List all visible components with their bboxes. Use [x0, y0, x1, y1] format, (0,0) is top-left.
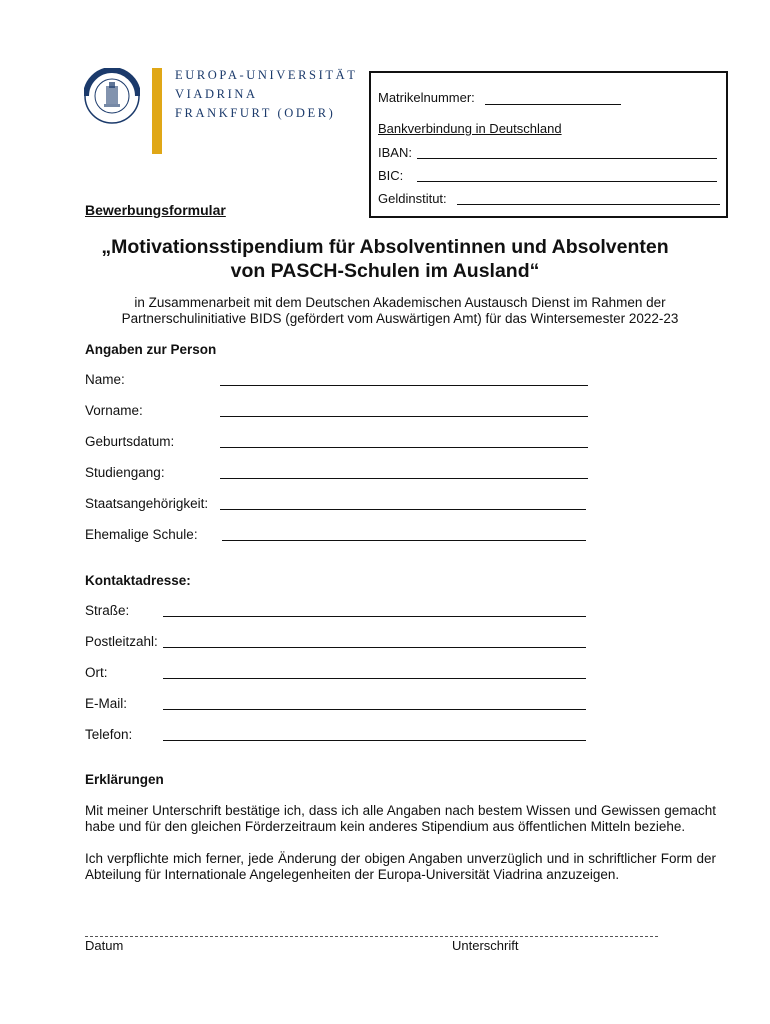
telefon-label: Telefon: [85, 727, 133, 742]
declaration-paragraph-1: Mit meiner Unterschrift bestätige ich, dass ich alle Angaben nach bestem Wissen und Gewissen gemacht habe und für den gleichen Förderzeitraum kein anderes Stipendium aus öffentlichen Mitteln beziehe. [85, 803, 716, 834]
iban-label: IBAN: [378, 145, 412, 160]
main-title-line-2: von PASCH-Schulen im Ausland“ [230, 260, 540, 282]
vorname-label: Vorname: [85, 403, 143, 418]
contact-heading: Kontaktadresse: [85, 573, 191, 588]
vorname-field[interactable] [220, 416, 588, 417]
staatsangehoerigkeit-field[interactable] [220, 509, 586, 510]
logo-line-2: VIADRINA [175, 87, 258, 101]
ehemalige-schule-field[interactable] [222, 540, 586, 541]
telefon-field[interactable] [163, 740, 586, 741]
matrikel-field[interactable] [485, 104, 621, 105]
studiengang-label: Studiengang: [85, 465, 165, 480]
date-label: Datum [85, 938, 124, 953]
ort-field[interactable] [163, 678, 586, 679]
email-field[interactable] [163, 709, 586, 710]
declaration-paragraph-2: Ich verpflichte mich ferner, jede Änderung der obigen Angaben unverzüglich und in schriftlicher Form der Abteilung für Internationale Angelegenheiten der Europa-Universität Viadrina anzuzeigen. [85, 851, 716, 882]
main-title-line-1: „Motivationsstipendium für Absolventinnen und Absolventen [101, 236, 669, 258]
ort-label: Ort: [85, 665, 108, 680]
matrikel-label: Matrikelnummer: [378, 90, 475, 105]
bank-info-box [369, 71, 728, 218]
logo-line-3: FRANKFURT (ODER) [175, 106, 336, 120]
postleitzahl-field[interactable] [163, 647, 586, 648]
logo-gold-bar [152, 68, 162, 154]
form-label: Bewerbungsformular [85, 202, 226, 218]
bic-field[interactable] [417, 181, 717, 182]
postleitzahl-label: Postleitzahl: [85, 634, 158, 649]
name-label: Name: [85, 372, 125, 387]
bic-label: BIC: [378, 168, 404, 183]
intro-line-1: in Zusammenarbeit mit dem Deutschen Akademischen Austausch Dienst im Rahmen der [134, 295, 666, 310]
signature-label: Unterschrift [452, 938, 519, 953]
strasse-field[interactable] [163, 616, 586, 617]
bank-heading: Bankverbindung in Deutschland [378, 121, 562, 136]
geburtsdatum-field[interactable] [220, 447, 588, 448]
iban-field[interactable] [417, 158, 717, 159]
institut-label: Geldinstitut: [378, 191, 447, 206]
logo-line-1: EUROPA-UNIVERSITÄT [175, 68, 358, 82]
email-label: E-Mail: [85, 696, 128, 711]
signature-line[interactable] [85, 936, 658, 937]
name-field[interactable] [220, 385, 588, 386]
person-heading: Angaben zur Person [85, 342, 217, 357]
geburtsdatum-label: Geburtsdatum: [85, 434, 175, 449]
strasse-label: Straße: [85, 603, 130, 618]
intro-line-2: Partnerschulinitiative BIDS (gefördert vom Auswärtigen Amt) für das Wintersemester 2022-23 [121, 311, 679, 326]
staatsangehoerigkeit-label: Staatsangehörigkeit: [85, 496, 209, 511]
declarations-heading: Erklärungen [85, 772, 164, 787]
studiengang-field[interactable] [220, 478, 588, 479]
university-seal-logo [84, 68, 140, 124]
institut-field[interactable] [457, 204, 720, 205]
ehemalige-schule-label: Ehemalige Schule: [85, 527, 198, 542]
